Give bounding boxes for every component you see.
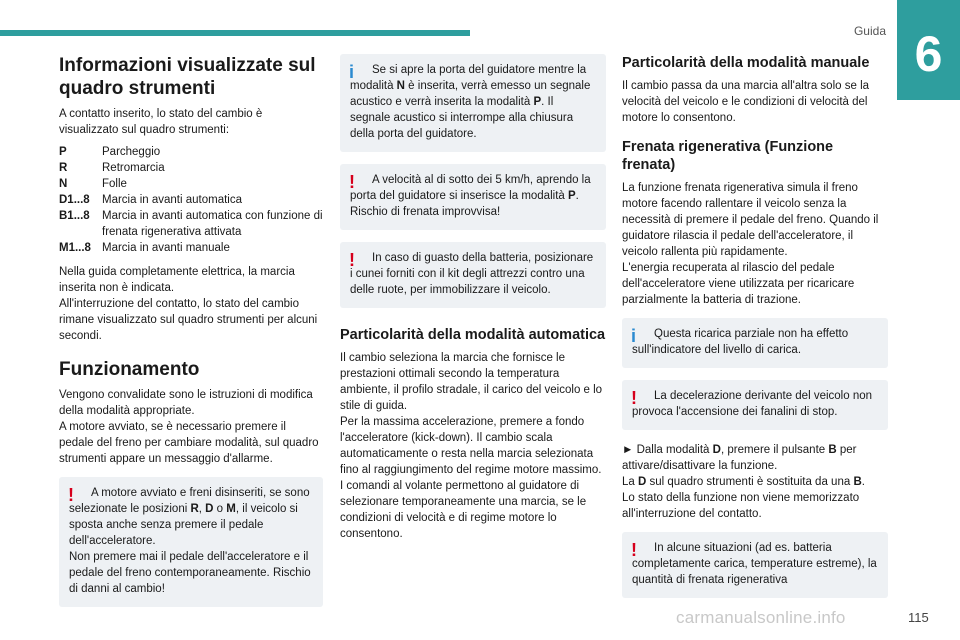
- heading-frenata-rigenerativa: Frenata rigenerativa (Funzione frenata): [622, 139, 834, 173]
- info-box: [340, 54, 606, 152]
- warning-text: In alcune situazioni (ad es. batteria completamente carica, temperature estreme), la quantità di frenata rigenerativa: [632, 542, 877, 586]
- info-icon: i: [631, 326, 637, 346]
- warning-icon: !: [68, 485, 74, 505]
- page-number: 115: [908, 610, 929, 625]
- gear-desc: Parcheggio: [102, 146, 161, 158]
- gear-code: P: [59, 146, 67, 158]
- intro-text: A contatto inserito, lo stato del cambio è visualizzato sul quadro strumenti:: [59, 108, 263, 136]
- paragraph: A motore avviato, se è necessario premere il pedale del freno per cambiare modalità, sul quadro strumenti appare un messaggio d'allarme.: [59, 421, 319, 465]
- warning-text: A velocità al di sotto dei 5 km/h, aprendo la porta del guidatore si inserisce la modalità P. Rischio di frenata improvvisa!: [350, 174, 591, 218]
- gear-code: B1...8: [59, 210, 90, 222]
- gear-desc: Marcia in avanti automatica: [102, 194, 242, 206]
- info-text: Se si apre la porta del guidatore mentre la modalità N è inserita, verrà emesso un segnale acustico e verrà inserita la modalità P. Il segnale acustico si interrompe alla chiusura della porta del guidatore.: [350, 64, 591, 140]
- warning-text: Non premere mai il pedale dell'acceleratore e il pedale del freno contemporaneamente. Rischio di danni al cambio!: [69, 551, 311, 595]
- gear-row: [59, 176, 323, 192]
- heading-modalita-automatica: Particolarità della modalità automatica: [340, 327, 606, 343]
- warning-box: [622, 532, 888, 598]
- gear-desc: Folle: [102, 178, 127, 190]
- paragraph: La funzione frenata rigenerativa simula il freno motore facendo rallentare il veicolo senza la necessità di premere il pedale del freno. Quando il guidatore rilascia il pedale dell'acceleratore, il veicolo rallenta più rapidamente.: [622, 182, 879, 258]
- warning-icon: !: [349, 250, 355, 270]
- gear-row: [59, 192, 323, 208]
- column-1: [59, 54, 323, 619]
- gear-list: [59, 144, 323, 256]
- info-text: Questa ricarica parziale non ha effetto sull'indicatore del livello di carica.: [632, 328, 849, 356]
- heading-funzionamento: Funzionamento: [59, 359, 200, 380]
- gear-code: R: [59, 162, 68, 174]
- paragraph: Lo stato della funzione non viene memorizzato all'interruzione del contatto.: [622, 492, 860, 520]
- watermark: carmanualsonline.info: [676, 608, 846, 627]
- gear-code: D1...8: [59, 194, 90, 206]
- paragraph: I comandi al volante permettono al guidatore di selezionare temporaneamente una marcia, se le condizioni di velocità e di regime motore lo consentono.: [340, 480, 587, 540]
- gear-desc: Marcia in avanti automatica con funzione di frenata rigenerativa attivata: [102, 210, 323, 238]
- gear-row: [59, 240, 323, 256]
- paragraph: Vengono convalidate sono le istruzioni di modifica della modalità appropriate.: [59, 389, 313, 417]
- warning-text: In caso di guasto della batteria, posizionare i cunei forniti con il kit degli attrezzi contro una delle ruote, per immobilizzare il veicolo.: [350, 252, 594, 296]
- info-icon: i: [349, 62, 355, 82]
- heading-informazioni: Informazioni visualizzate sul quadro strumenti: [59, 55, 316, 99]
- warning-icon: !: [349, 172, 355, 192]
- gear-row: [59, 144, 323, 160]
- warning-box: [622, 380, 888, 430]
- paragraph: Il cambio passa da una marcia all'altra solo se la velocità del veicolo e le condizioni di velocità del motore lo consentono.: [622, 80, 870, 124]
- column-2: [340, 54, 606, 548]
- warning-box: [340, 242, 606, 308]
- gear-desc: Marcia in avanti manuale: [102, 242, 230, 254]
- column-3: [622, 54, 888, 610]
- warning-text: La decelerazione derivante del veicolo non provoca l'accensione dei fanalini di stop.: [632, 390, 873, 418]
- gear-code: N: [59, 178, 68, 190]
- paragraph: La D sul quadro strumenti è sostituita da una B.: [622, 476, 865, 488]
- paragraph: L'energia recuperata al rilascio del pedale dell'acceleratore viene utilizzata per ricaricare parzialmente la batteria di trazione.: [622, 262, 855, 306]
- section-name: Guida: [853, 24, 886, 38]
- paragraph: Il cambio seleziona la marcia che fornisce le prestazioni ottimali secondo la temperatura ambiente, il profilo stradale, il carico del veicolo e lo stile di guida.: [340, 352, 603, 412]
- warning-text: A motore avviato e freni disinseriti, se sono selezionate le posizioni R, D o M, il veicolo si sposta anche senza premere il pedale dell'acceleratore.: [69, 487, 310, 547]
- gear-row: [59, 208, 323, 240]
- warning-box: [340, 164, 606, 230]
- header-accent-line: [0, 30, 470, 36]
- warning-icon: !: [631, 388, 637, 408]
- step-instruction: ► Dalla modalità D, premere il pulsante B per attivare/disattivare la funzione.: [622, 444, 857, 472]
- gear-desc: Retromarcia: [102, 162, 165, 174]
- warning-box: [59, 477, 323, 607]
- paragraph: All'interruzione del contatto, lo stato del cambio rimane visualizzato sul quadro strumenti per alcuni secondi.: [59, 298, 318, 342]
- gear-code: M1...8: [59, 242, 91, 254]
- paragraph: Nella guida completamente elettrica, la marcia inserita non è indicata.: [59, 266, 295, 294]
- paragraph: Per la massima accelerazione, premere a fondo l'acceleratore (kick-down). Il cambio scala automaticamente o resta nella marcia selezionata fino al raggiungimento del regime motore massimo.: [340, 416, 602, 476]
- chapter-badge: 6: [897, 0, 960, 100]
- info-box: [622, 318, 888, 368]
- warning-icon: !: [631, 540, 637, 560]
- heading-modalita-manuale: Particolarità della modalità manuale: [622, 55, 870, 71]
- gear-row: [59, 160, 323, 176]
